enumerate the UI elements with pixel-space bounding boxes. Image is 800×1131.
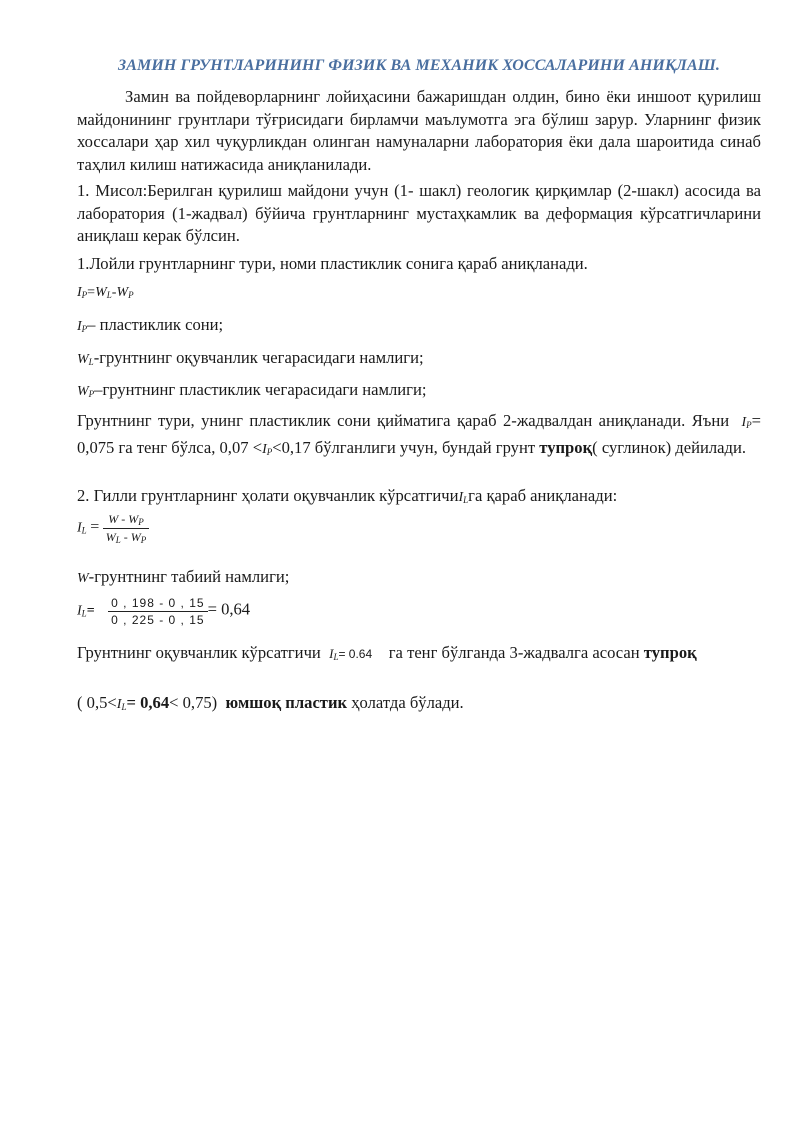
example-paragraph: 1. Мисол:Берилган қурилиш майдони учун (1- шакл) геологик қирқимлар (2-шакл) асосида ва лаборатория (1-жадвал) бўйича грунтларнинг мустаҳкамлик ва деформация кўрсатгичларини аниқлаш керак бўлсин. <box>77 181 761 245</box>
step1-paragraph: 1.Лойли грунтларнинг тури, номи пластиклик сонига қараб аниқланади. <box>77 254 588 273</box>
conclusion-paragraph: Грунтнинг оқувчанлик кўрсатгичи $I_L= 0.64$ га тенг бўлганда 3-жадвалга асосан тупроқ <box>77 643 697 662</box>
def-ip: $I_P-$ пластиклик сони; <box>77 315 224 334</box>
formula-il: $I_L$ = $\frac{W - W_P}{W_L - W_P}$ <box>77 512 761 545</box>
formula-il-calc: $I_L=$ $\frac{0 , 198 - 0 , 15}{0 , 225 - 0 , 15}$ = 0,64 <box>77 596 251 627</box>
soil-type-paragraph: Грунтнинг тури, унинг пластиклик сони қийматига қараб 2-жадвалдан аниқланади. Яъни $I_P= 0,075$ га тенг бўлса, $0,07 <I_P<0,17$ бўлганлиги учун, бундай грунт тупроқ( суглинок) дейилади. <box>77 411 761 457</box>
page-title: ЗАМИН ГРУНТЛАРИНИНГ ФИЗИК ВА МЕХАНИК ХОССАЛАРИНИ АНИҚЛАШ. <box>117 57 720 74</box>
intro-paragraph: Замин ва пойдеворларнинг лойиҳасини бажаришдан олдин, бино ёки иншоот қурилиш майдонининг грунтлари тўғрисидаги бирламчи маълумотга эга бўлиш зарур. Уларнинг физик хоссалари ҳар хил чуқурликдан олинган намуналарни лаборатория ёки дала шароитида синаб таҳлил килиш натижасида аниқланилади. <box>77 87 761 174</box>
def-wp: $W_P$–грунтнинг пластиклик чегарасидаги намлиги; <box>77 380 427 399</box>
step2-paragraph: 2. Гилли грунтларнинг ҳолати оқувчанлик кўрсатгичиI$_L$га қараб аниқланади: <box>77 486 618 505</box>
def-wl: $W_L$-грунтнинг оқувчанлик чегарасидаги намлиги; <box>77 348 424 367</box>
formula-ip: $I_P=W_L-W_P$ <box>77 285 134 300</box>
def-w: W-грунтнинг табиий намлиги; <box>77 567 290 586</box>
range-paragraph: ( $0,5<I_L= 0,64< 0,75$) юмшоқ пластик ҳолатда бўлади. <box>77 693 464 712</box>
